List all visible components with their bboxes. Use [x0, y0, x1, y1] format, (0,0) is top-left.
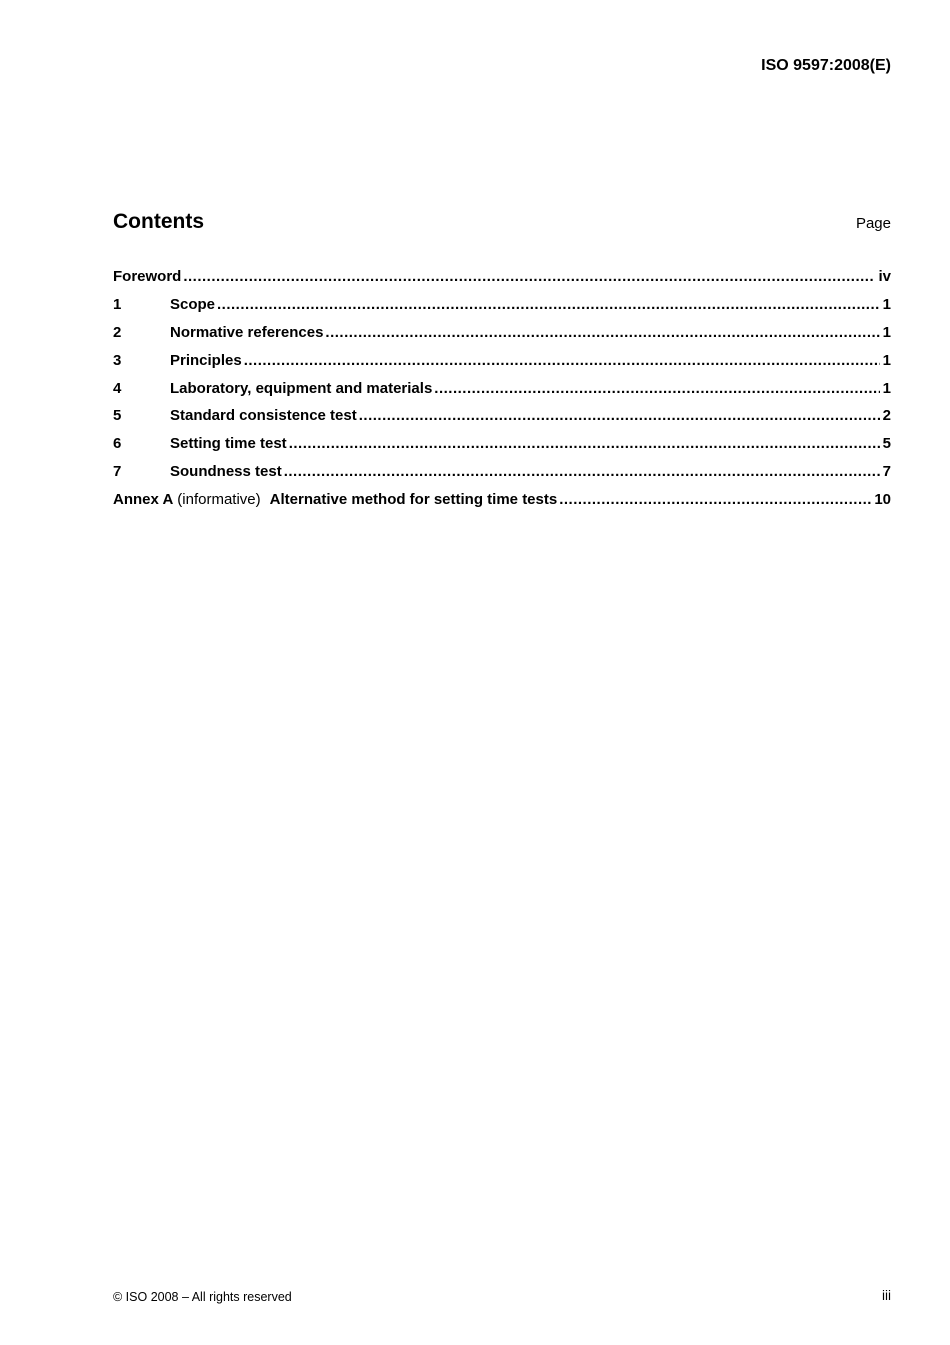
toc-entry-clause-1[interactable] — [113, 295, 891, 323]
toc-entry-title: Normative references — [170, 323, 324, 341]
toc-entry-page: 1 — [882, 295, 891, 313]
annex-label: Annex A — [113, 491, 174, 509]
toc-entry-clause-2[interactable] — [113, 323, 891, 351]
toc-entry-number: 1 — [113, 295, 122, 313]
toc-entry-number: 3 — [113, 351, 122, 369]
toc-entry-number: 6 — [113, 435, 122, 453]
toc-entry-page: 10 — [874, 491, 891, 509]
toc-entry-page: 5 — [882, 435, 891, 453]
dot-leader — [325, 323, 879, 343]
toc-entry-title: Laboratory, equipment and materials — [170, 379, 433, 397]
toc-entry-clause-7[interactable] — [113, 462, 891, 490]
document-id: ISO 9597:2008(E) — [761, 57, 891, 74]
toc-entry-number: 7 — [113, 463, 122, 481]
toc-entry-clause-3[interactable] — [113, 351, 891, 379]
toc-entry-page: 1 — [882, 351, 891, 369]
toc-entry-number: 4 — [113, 379, 122, 397]
toc-entry-title: Setting time test — [170, 435, 287, 453]
footer-page-number: iii — [882, 1288, 891, 1303]
dot-leader — [244, 351, 880, 371]
toc-entry-number: 5 — [113, 407, 122, 425]
toc-entry-title: Scope — [170, 295, 216, 313]
dot-leader — [289, 434, 880, 454]
toc-entry-annex-a[interactable] — [113, 490, 891, 518]
dot-leader — [434, 379, 879, 399]
annex-type: (informative) — [177, 491, 261, 509]
contents-heading: Contents — [113, 210, 204, 233]
dot-leader — [559, 490, 871, 510]
toc-entry-title: Soundness test — [170, 463, 282, 481]
toc-entry-page: 7 — [882, 463, 891, 481]
page-column-heading: Page — [855, 215, 891, 232]
footer-copyright: © ISO 2008 – All rights reserved — [113, 1290, 292, 1304]
toc-entry-title: Standard consistence test — [170, 407, 357, 425]
dot-leader — [217, 295, 880, 315]
toc-entry-clause-4[interactable] — [113, 379, 891, 407]
toc-entry-page: 1 — [882, 379, 891, 397]
toc-entry-foreword[interactable] — [113, 267, 891, 295]
dot-leader — [284, 462, 880, 482]
toc-entry-title: Foreword — [113, 268, 182, 285]
dot-leader — [359, 406, 880, 426]
toc-entry-page: 2 — [882, 407, 891, 425]
toc-entry-title: Alternative method for setting time tests — [269, 491, 558, 509]
table-of-contents — [113, 267, 891, 518]
toc-entry-title: Principles — [170, 351, 242, 369]
toc-entry-page: 1 — [882, 323, 891, 341]
toc-entry-page: iv — [878, 268, 891, 285]
dot-leader — [183, 267, 875, 287]
toc-entry-clause-5[interactable] — [113, 406, 891, 434]
toc-entry-number: 2 — [113, 323, 122, 341]
toc-entry-clause-6[interactable] — [113, 434, 891, 462]
